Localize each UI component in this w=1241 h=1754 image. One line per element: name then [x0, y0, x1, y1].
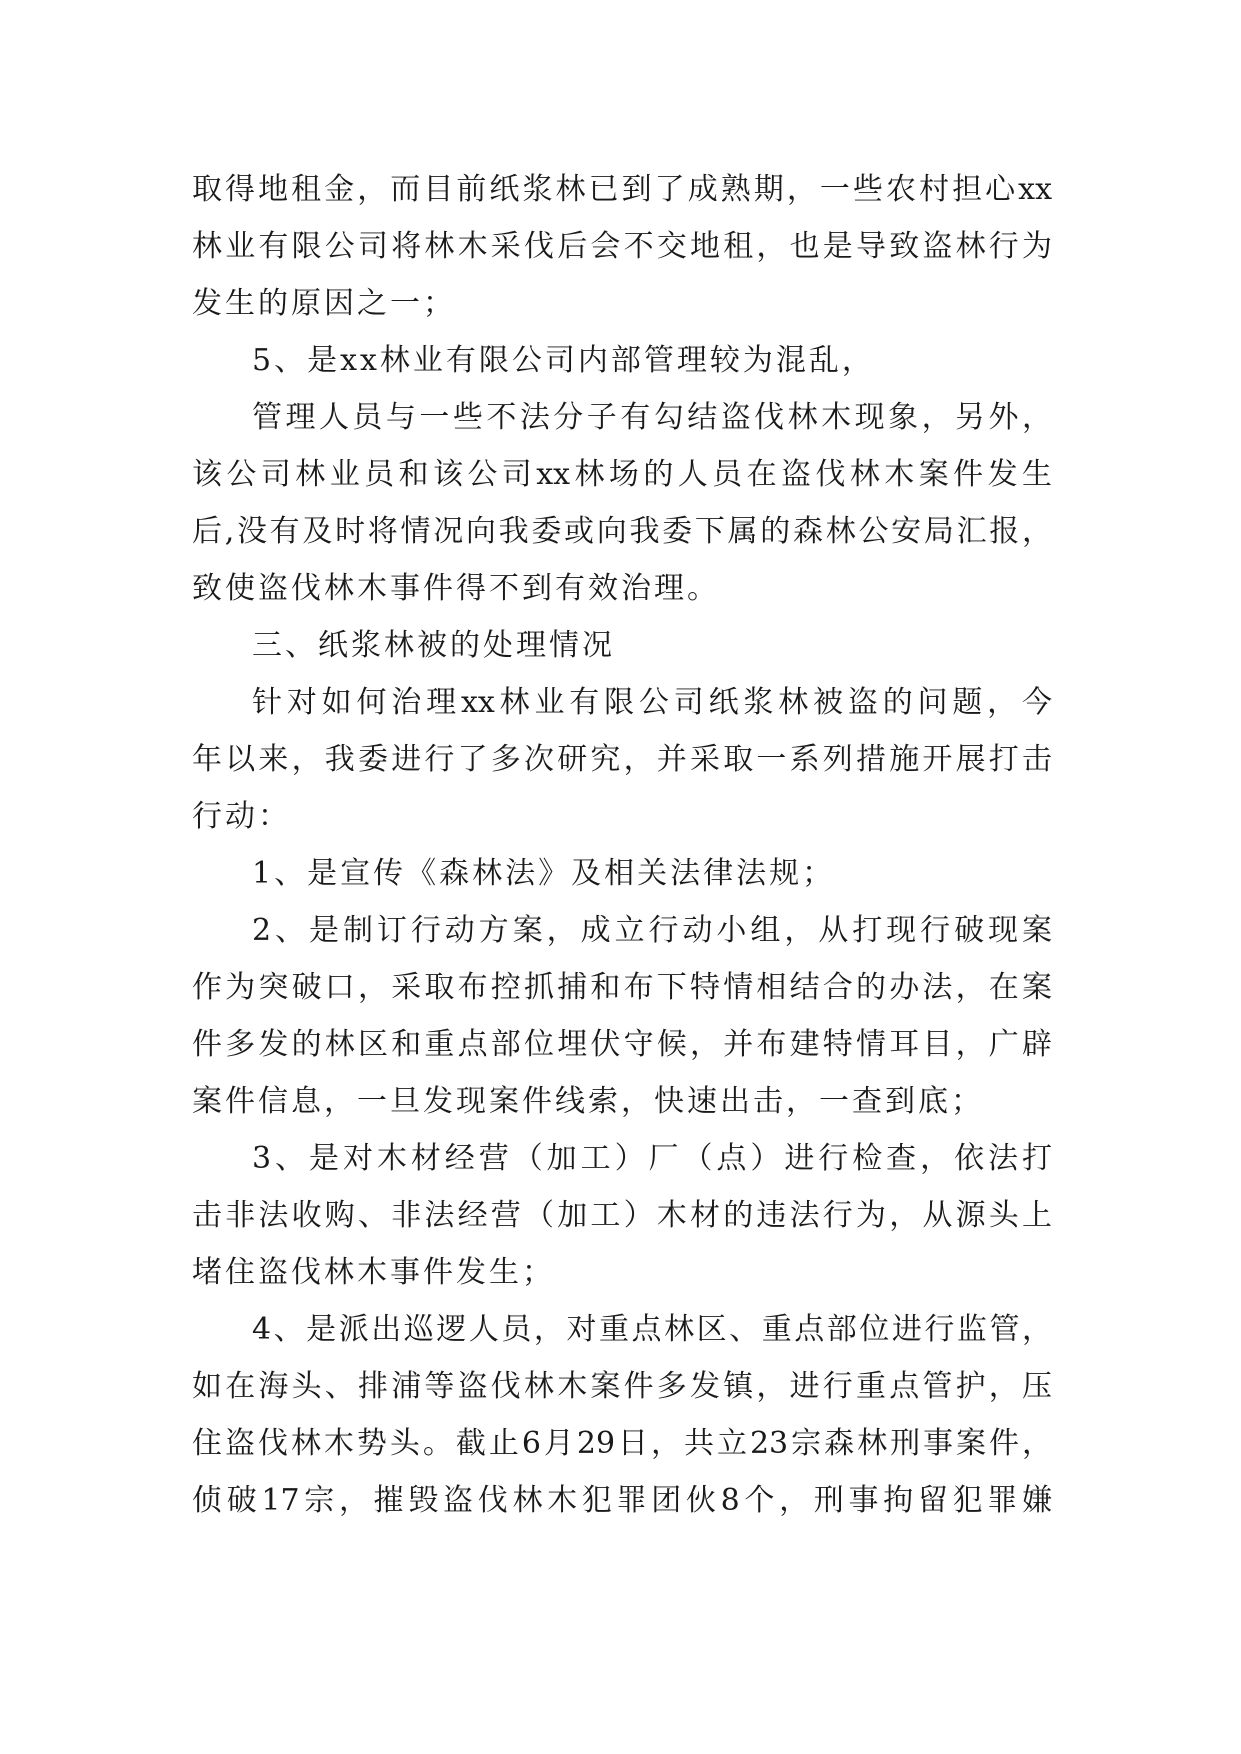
text-line: 取得地租金，而目前纸浆林已到了成熟期，一些农村担心xx: [192, 172, 1052, 207]
text-line: 案件信息，一旦发现案件线索，快速出击，一查到底；: [192, 1084, 984, 1119]
text-line: 该公司林业员和该公司xx林场的人员在盗伐林木案件发生: [192, 457, 1052, 492]
section-heading: 三、纸浆林被的处理情况: [252, 628, 615, 663]
text-line: 年以来，我委进行了多次研究，并采取一系列措施开展打击: [192, 742, 1052, 777]
text-line: 击非法收购、非法经营（加工）木材的违法行为，从源头上: [192, 1198, 1052, 1233]
text-line: 如在海头、排浦等盗伐林木案件多发镇，进行重点管护，压: [192, 1369, 1052, 1404]
text-line: 后,没有及时将情况向我委或向我委下属的森林公安局汇报，: [192, 514, 1052, 549]
text-line: 针对如何治理xx林业有限公司纸浆林被盗的问题，今: [252, 685, 1052, 720]
text-line: 3、是对木材经营（加工）厂（点）进行检查，依法打: [252, 1141, 1052, 1176]
text-line: 侦破17宗，摧毁盗伐林木犯罪团伙8个，刑事拘留犯罪嫌: [192, 1483, 1052, 1518]
text-line: 林业有限公司将林木采伐后会不交地租，也是导致盗林行为: [192, 229, 1052, 264]
text-line: 2、是制订行动方案，成立行动小组，从打现行破现案: [252, 913, 1052, 948]
text-line: 发生的原因之一；: [192, 286, 456, 321]
text-line: 件多发的林区和重点部位埋伏守候，并布建特情耳目，广辟: [192, 1027, 1052, 1062]
text-line: 堵住盗伐林木事件发生；: [192, 1255, 555, 1290]
text-line: 行动：: [192, 799, 291, 834]
text-line: 管理人员与一些不法分子有勾结盗伐林木现象，另外，: [252, 400, 1052, 435]
text-line: 住盗伐林木势头。截止6月29日，共立23宗森林刑事案件，: [192, 1426, 1052, 1461]
text-line: 4、是派出巡逻人员，对重点林区、重点部位进行监管，: [252, 1312, 1052, 1347]
text-line: 1、是宣传《森林法》及相关法律法规；: [252, 856, 836, 891]
text-line: 致使盗伐林木事件得不到有效治理。: [192, 571, 720, 606]
text-line: 5、是xx林业有限公司内部管理较为混乱，: [252, 343, 875, 378]
text-line: 作为突破口，采取布控抓捕和布下特情相结合的办法，在案: [192, 970, 1052, 1005]
